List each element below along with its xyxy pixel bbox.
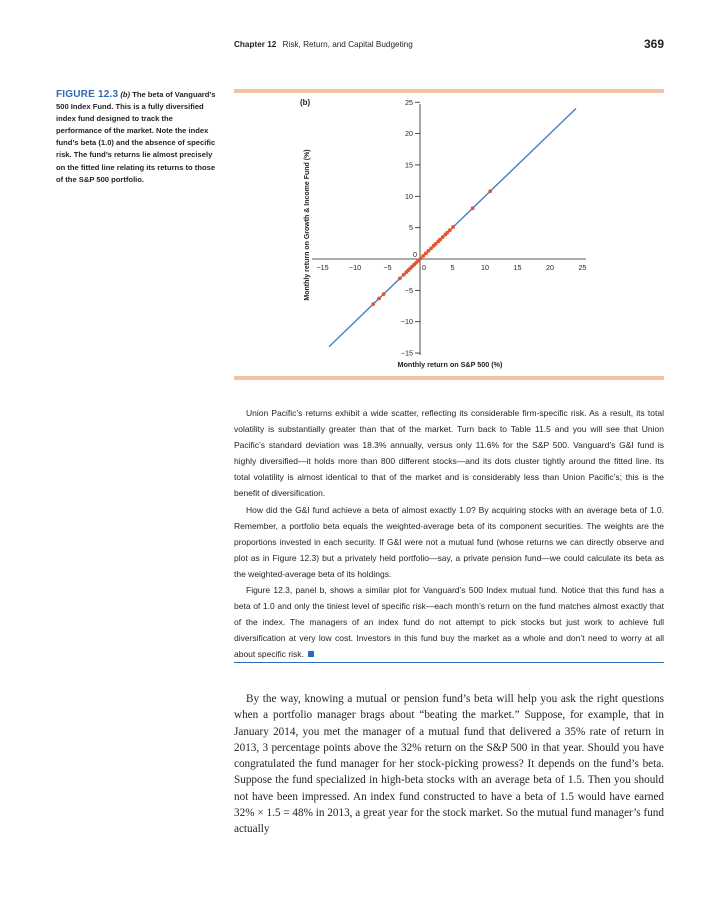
paragraph: How did the G&I fund achieve a beta of almost exactly 1.0? By acquiring stocks with an average beta of 1.0. Remember, a portfolio beta equals the weighted-average beta of its component securities. The weights are the proportions invested in each security. If G&I were not a mutual fund (whose returns we can directly observe and plot as in Figure 12.3) but a privately held portfolio—say, a private pension fund—we could calculate its beta as the weighted-average beta of its holdings. — [234, 504, 664, 579]
y-tick-label: −15 — [400, 348, 413, 358]
y-tick-label: −10 — [400, 317, 413, 327]
page-header — [234, 37, 664, 56]
main-body-text — [234, 691, 664, 838]
x-tick-label: 5 — [450, 263, 455, 272]
paragraph: By the way, knowing a mutual or pension fund’s beta will help you ask the right questions when a portfolio manager brags about “beating the market.” Suppose, for example, that in January 2014, you met the manager of a mutual fund that delivered a 35% rate of return in 2013, 3 percentage points above the 32% return on the S&P 500 in that year. Should you have congratulated the fund manager for her stock-picking prowess? It depends on the fund’s beta. Suppose the fund specialized in high-beta stocks with an average beta of 1.5. Then you should not have been impressed. An index fund constructed to have a beta of 1.5 would have earned 32% × 1.5 = 48% in 2013, a great year for the stock market. So the mutual fund manager’s fund actually — [234, 693, 664, 836]
boxed-body-text — [234, 405, 664, 663]
data-point — [471, 206, 475, 210]
x-tick-label: −10 — [348, 263, 362, 272]
y-tick-label: 5 — [409, 223, 413, 233]
y-tick-label: 10 — [405, 191, 413, 201]
y-tick-group — [401, 98, 420, 358]
x-tick-label: 10 — [481, 263, 489, 272]
x-tick-label: 0 — [422, 263, 426, 272]
figure-caption-text: The beta of Vanguard’s 500 Index Fund. This is a fully diversified index fund designed to track the performance of the market. Note the index fund’s beta (1.0) and the absence of specific risk. The fund’s returns lie almost precisely on the fitted line relating its returns to those of the S&P 500 portfolio. — [56, 90, 216, 184]
paragraph: Union Pacific’s returns exhibit a wide scatter, reflecting its considerable firm-specific risk. As a result, its total volatility is substantially greater than that of the market. Turn back to Table 11.5 and you will see that Union Pacific’s standard deviation was 18.3% annually, versus only 11.6% for the S&P 500. Vanguard’s G&I fund is highly diversified—it holds more than 800 different stocks—and its dots cluster tightly around the fitted line. Its total volatility is almost identical to that of the market and is considerably less than Union Pacific’s; this is the benefit of diversification. — [234, 408, 664, 499]
chart-panel-label: (b) — [300, 98, 311, 107]
y-tick-label: 15 — [405, 160, 413, 170]
data-point — [448, 228, 452, 232]
x-axis-label: Monthly return on S&P 500 (%) — [397, 360, 503, 369]
data-point — [488, 189, 492, 193]
chapter-label: Chapter 12 — [234, 40, 277, 49]
data-point — [377, 297, 381, 301]
paragraph — [234, 582, 664, 662]
figure-caption — [56, 89, 218, 186]
x-tick-label: 15 — [513, 263, 522, 272]
data-point — [398, 277, 402, 281]
y-axis-label: Monthly return on Growth & Income Fund (%) — [304, 149, 311, 301]
end-of-box-icon — [308, 651, 314, 657]
data-point — [451, 225, 455, 229]
x-tick-group — [316, 263, 586, 272]
y-tick-label: 0 — [413, 250, 417, 259]
figure-panel-label: (b) — [120, 90, 131, 99]
x-tick-label: −15 — [316, 263, 329, 272]
chapter-title: Risk, Return, and Capital Budgeting — [282, 40, 413, 49]
x-tick-label: −5 — [383, 263, 392, 272]
x-tick-label: 25 — [578, 263, 587, 272]
x-tick-label: 20 — [546, 263, 554, 272]
y-tick-label: −5 — [404, 285, 413, 295]
paragraph-text: Figure 12.3, panel b, shows a similar plot for Vanguard’s 500 Index mutual fund. Notice that this fund has a beta of 1.0 and only the tiniest level of specific risk—each month’s return on the fund matches almost exactly that of the index. The managers of an index fund do not attempt to pick stocks but just work to achieve full diversification at very low cost. Investors in this fund buy the market as a whole and don’t need to worry at all about specific risk. — [234, 585, 664, 660]
data-point — [382, 292, 386, 296]
figure-bottom-rule — [234, 376, 664, 380]
y-tick-label: 25 — [405, 97, 413, 107]
beta-scatter-chart — [234, 93, 664, 376]
data-point — [371, 302, 375, 306]
box-end-rule — [234, 662, 664, 663]
figure-label: FIGURE 12.3 — [56, 89, 119, 100]
y-tick-label: 20 — [405, 129, 413, 139]
page-number: 369 — [643, 37, 664, 51]
